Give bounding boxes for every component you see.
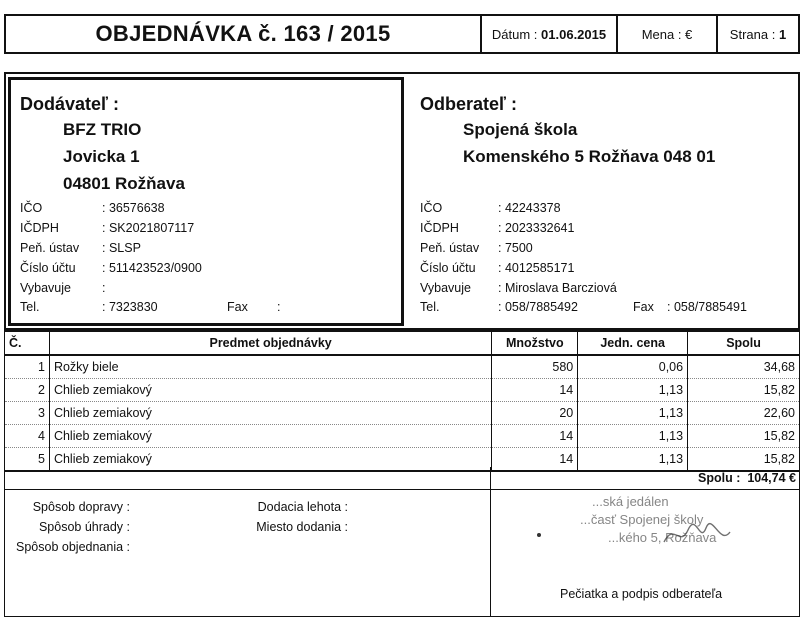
row-item: Chlieb zemiakový (49, 425, 491, 448)
supplier-account-label: Číslo účtu (20, 261, 76, 275)
col-header-item: Predmet objednávky (49, 331, 491, 355)
row-qty: 14 (492, 448, 578, 472)
customer-name: Spojená škola (463, 120, 578, 139)
stamp-line-3: ...kého 5, Rožňava (608, 530, 717, 545)
customer-tel-label: Tel. (420, 300, 440, 314)
row-item: Chlieb zemiakový (49, 402, 491, 425)
row-no: 3 (5, 402, 50, 425)
currency-label: Mena : € (641, 26, 693, 42)
grand-total-label: Spolu : (698, 471, 741, 485)
row-no: 5 (5, 448, 50, 472)
row-qty: 580 (492, 355, 578, 379)
customer-details (420, 201, 790, 321)
customer-ico-label: IČO (420, 201, 443, 215)
footer-divider (490, 489, 491, 617)
customer-handler-label: Vybavuje (420, 281, 471, 295)
customer-fax-value: : 058/7885491 (667, 300, 747, 314)
row-total: 15,82 (688, 425, 800, 448)
table-row (5, 355, 800, 379)
col-header-qty: Množstvo (492, 331, 578, 355)
date-label: Dátum : (491, 26, 538, 42)
supplier-bank-value: : SLSP (102, 241, 141, 255)
signature-scribble (660, 518, 740, 552)
row-total: 22,60 (688, 402, 800, 425)
supplier-ico-value: : 36576638 (102, 201, 165, 215)
customer-account-value: : 4012585171 (498, 261, 575, 275)
customer-bank-value: : 7500 (498, 241, 533, 255)
table-row (5, 402, 800, 425)
row-qty: 14 (492, 425, 578, 448)
customer-icdph-label: IČDPH (420, 221, 459, 235)
page-value: 1 (778, 26, 787, 42)
row-item: Rožky biele (49, 355, 491, 379)
date-value: 01.06.2015 (541, 26, 607, 42)
transport-label: Spôsob dopravy : (32, 500, 130, 514)
supplier-icdph-value: : SK2021807117 (102, 221, 195, 235)
row-qty: 20 (492, 402, 578, 425)
page-label: Strana : (729, 26, 776, 42)
items-table (4, 330, 800, 472)
supplier-details (20, 201, 390, 321)
supplier-icdph-label: IČDPH (20, 221, 59, 235)
row-unit-price: 1,13 (578, 448, 688, 472)
table-header-row (5, 331, 800, 355)
row-item: Chlieb zemiakový (49, 448, 491, 472)
table-row (5, 425, 800, 448)
grand-total-value: 104,74 € (747, 471, 796, 485)
customer-ico-value: : 42243378 (498, 201, 561, 215)
row-unit-price: 1,13 (578, 379, 688, 402)
order-title: OBJEDNÁVKA č. 163 / 2015 (4, 14, 482, 54)
grand-total (490, 467, 800, 489)
col-header-total: Spolu (688, 331, 800, 355)
order-method-label: Spôsob objednania : (16, 540, 130, 554)
table-row (5, 379, 800, 402)
supplier-heading: Dodávateľ : (20, 94, 119, 114)
supplier-ico-label: IČO (20, 201, 43, 215)
supplier-tel-label: Tel. (20, 300, 40, 314)
customer-bank-label: Peň. ústav (420, 241, 480, 255)
delivery-place-label: Miesto dodania : (256, 520, 348, 534)
row-unit-price: 0,06 (578, 355, 688, 379)
supplier-account-value: : 511423523/0900 (102, 261, 202, 275)
supplier-fax-label: Fax (227, 300, 248, 314)
row-no: 4 (5, 425, 50, 448)
stamp-line-2: ...časť Spojenej školy (580, 512, 704, 527)
row-no: 2 (5, 379, 50, 402)
customer-icdph-value: : 2023332641 (498, 221, 575, 235)
row-total: 34,68 (688, 355, 800, 379)
row-no: 1 (5, 355, 50, 379)
supplier-bank-label: Peň. ústav (20, 241, 80, 255)
col-header-no: Č. (5, 331, 50, 355)
customer-handler-value: : Miroslava Barcziová (498, 281, 617, 295)
customer-fax-label: Fax (633, 300, 654, 314)
delivery-term-label: Dodacia lehota : (257, 500, 348, 514)
supplier-fax-value: : (277, 300, 281, 314)
supplier-city: 04801 Rožňava (63, 174, 185, 193)
row-item: Chlieb zemiakový (49, 379, 491, 402)
row-unit-price: 1,13 (578, 425, 688, 448)
supplier-name: BFZ TRIO (63, 120, 142, 139)
signature-label: Pečiatka a podpis odberateľa (560, 587, 723, 601)
date-cell (480, 14, 618, 54)
payment-label: Spôsob úhrady : (38, 520, 130, 534)
customer-address: Komenského 5 Rožňava 048 01 (463, 147, 716, 166)
supplier-handler-label: Vybavuje (20, 281, 71, 295)
row-qty: 14 (492, 379, 578, 402)
row-total: 15,82 (688, 448, 800, 472)
col-header-unit-price: Jedn. cena (578, 331, 688, 355)
stamp-line-1: ...ská jedálen (592, 494, 669, 509)
supplier-tel-value: : 7323830 (102, 300, 158, 314)
page-cell (716, 14, 800, 54)
stamp-dot (537, 533, 541, 537)
customer-heading: Odberateľ : (420, 94, 517, 114)
supplier-handler-value: : (102, 281, 106, 295)
supplier-street: Jovicka 1 (63, 147, 140, 166)
row-unit-price: 1,13 (578, 402, 688, 425)
row-total: 15,82 (688, 379, 800, 402)
customer-tel-value: : 058/7885492 (498, 300, 578, 314)
currency-cell (616, 14, 718, 54)
customer-account-label: Číslo účtu (420, 261, 476, 275)
